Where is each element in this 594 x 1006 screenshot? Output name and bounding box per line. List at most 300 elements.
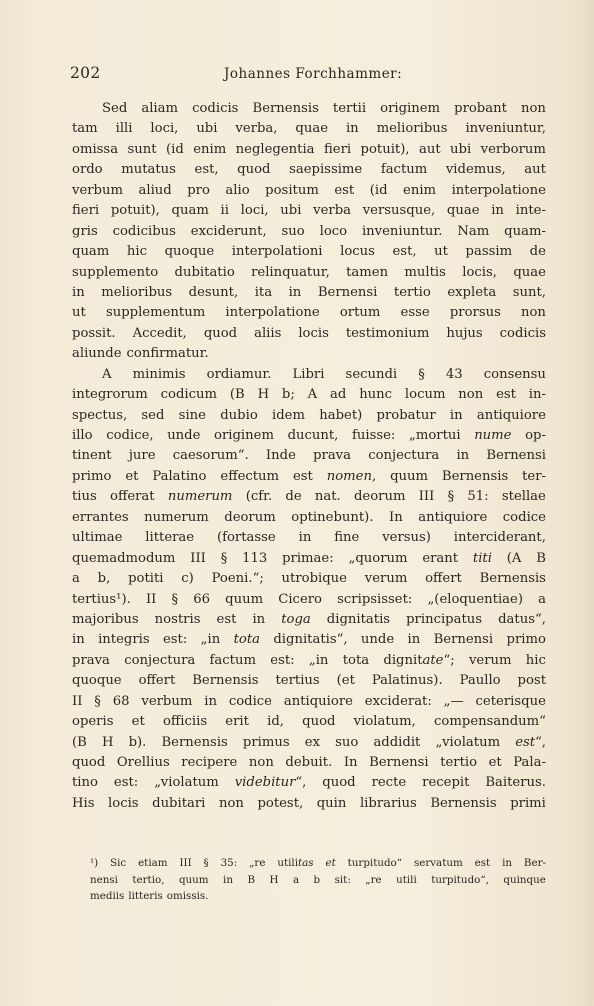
- word: Bernensis: [479, 571, 546, 587]
- word: quod: [72, 755, 106, 770]
- word: hujus: [446, 325, 483, 341]
- word: II: [145, 591, 157, 607]
- text-line: [72, 712, 546, 732]
- word: interciderant,: [453, 530, 546, 546]
- word: codicis: [192, 101, 239, 116]
- text-line: [72, 242, 546, 262]
- word: idem: [272, 407, 305, 423]
- word: quoque: [72, 673, 122, 689]
- word: Sed: [102, 101, 128, 116]
- word: omissa: [72, 141, 119, 157]
- word: H: [101, 734, 114, 750]
- word: locus: [340, 244, 375, 260]
- word: aliud: [138, 182, 172, 198]
- word: potuit),: [110, 203, 160, 219]
- word: tamen: [346, 264, 389, 280]
- word: in: [72, 632, 85, 648]
- word: Paullo: [459, 673, 501, 689]
- word: tertio: [393, 284, 431, 300]
- word: codice: [502, 509, 546, 525]
- word: interpolatione: [225, 305, 320, 321]
- word: est: [216, 611, 237, 627]
- word: Orellius: [116, 755, 170, 770]
- word: gris: [72, 223, 98, 239]
- word: 66: [193, 591, 211, 607]
- word: principatus: [406, 611, 483, 627]
- word: et: [125, 468, 139, 484]
- word: quemadmodum: [72, 550, 176, 566]
- word: aut: [524, 162, 546, 178]
- text-line: [72, 671, 546, 691]
- word: factum: [380, 162, 428, 178]
- word: primo: [506, 632, 546, 648]
- word: ita: [254, 284, 273, 300]
- word: nume: [474, 428, 512, 443]
- text-line: [72, 508, 546, 528]
- word: B: [247, 873, 256, 886]
- word: videbitur“,: [234, 775, 307, 791]
- word: conjectura: [124, 652, 196, 668]
- word: fieri: [72, 203, 100, 219]
- word: ubi: [450, 141, 472, 157]
- word: inte-: [515, 203, 546, 219]
- word: locis,: [462, 264, 497, 280]
- word: expleta: [447, 284, 497, 300]
- word: est:: [113, 775, 139, 791]
- word: III: [190, 550, 206, 566]
- word: quin: [316, 795, 347, 811]
- text-line: [72, 201, 546, 221]
- word: datus“,: [498, 611, 546, 627]
- word: et: [131, 714, 145, 730]
- text-line: [72, 549, 546, 569]
- word: majoribus: [72, 611, 139, 627]
- word: etiam: [138, 857, 168, 869]
- word: Palatino: [152, 468, 207, 484]
- word: locum: [404, 387, 446, 403]
- word: antiquiore: [283, 693, 353, 709]
- word: 43: [445, 366, 463, 382]
- word: b,: [97, 571, 111, 587]
- word: ducunt,: [287, 428, 339, 443]
- word: ceterisque: [475, 693, 546, 709]
- word: B: [536, 550, 546, 566]
- text-line: [72, 794, 546, 814]
- word: melioribus: [101, 284, 173, 300]
- word: quoque: [164, 244, 215, 260]
- word: enim: [193, 141, 227, 157]
- text-line: [72, 324, 546, 344]
- word: integris: [98, 632, 150, 648]
- word: §: [220, 550, 228, 566]
- word: probatur: [376, 407, 436, 423]
- text-line: [72, 365, 546, 385]
- word: tam: [72, 121, 98, 137]
- word: Inde: [265, 448, 296, 464]
- word: dubio: [220, 407, 258, 423]
- word: librarius: [359, 795, 417, 811]
- text-line: [72, 692, 546, 712]
- word: „in: [200, 632, 221, 648]
- word: hic: [126, 244, 147, 260]
- word: potiti: [128, 571, 164, 587]
- word: dubitari: [152, 795, 206, 811]
- text-line: [72, 263, 546, 283]
- word: tinent: [72, 448, 112, 464]
- word: nensi: [90, 873, 118, 886]
- word: prorsus: [449, 305, 501, 321]
- word: „in: [308, 652, 329, 668]
- word: Sic: [110, 857, 127, 869]
- word: verum: [364, 571, 408, 587]
- word: est:: [270, 652, 295, 668]
- word: A: [102, 366, 112, 382]
- word: „(eloquentiae): [427, 591, 523, 607]
- word: probant: [454, 101, 507, 116]
- text-line: [72, 181, 546, 201]
- word: quod: [237, 162, 271, 178]
- word: b;: [281, 387, 295, 403]
- word: in-: [528, 387, 546, 403]
- word: in: [407, 632, 421, 648]
- word: (B: [72, 734, 87, 750]
- word: quum: [390, 468, 428, 484]
- word: in: [252, 611, 266, 627]
- word: et: [325, 857, 336, 869]
- word: ¹): [90, 857, 99, 869]
- word: omissis.: [166, 890, 209, 902]
- word: utilitas: [277, 857, 314, 869]
- word: Bernensi: [369, 755, 429, 770]
- word: (cfr.: [245, 489, 273, 505]
- word: nomen,: [326, 468, 377, 484]
- text-line: [72, 569, 546, 589]
- text-line: [72, 283, 546, 303]
- footnotes: [72, 855, 546, 905]
- word: b: [313, 873, 321, 886]
- word: in: [288, 284, 302, 300]
- word: id,: [267, 714, 284, 730]
- word: confirmatur.: [126, 346, 209, 362]
- text-line: [72, 773, 546, 793]
- word: codicum: [160, 387, 218, 403]
- word: esse: [400, 305, 430, 321]
- word: in: [449, 407, 463, 423]
- word: III: [179, 857, 192, 869]
- word: in: [491, 203, 504, 219]
- word: mutatus: [121, 162, 176, 178]
- word: est:: [162, 632, 188, 648]
- word: (et: [336, 673, 355, 689]
- footnote-line: [72, 872, 546, 889]
- word: litteris: [128, 890, 163, 902]
- word: locis: [108, 795, 139, 811]
- word: deorum: [353, 489, 406, 505]
- word: errantes: [72, 509, 129, 525]
- word: suo: [281, 223, 305, 239]
- word: codice,: [106, 428, 154, 443]
- word: locis: [298, 325, 329, 341]
- word: post: [517, 673, 546, 689]
- word: ultimae: [72, 530, 123, 546]
- text-line: [72, 610, 546, 630]
- word: offert: [425, 571, 462, 587]
- word: ortum: [339, 305, 381, 321]
- word: sit:: [334, 873, 351, 886]
- word: est,: [194, 162, 219, 178]
- word: dignitatis“,: [273, 632, 348, 648]
- word: quae: [446, 203, 480, 219]
- word: primae:: [282, 550, 334, 566]
- word: Bernensi: [433, 632, 494, 648]
- word: prava: [313, 448, 351, 464]
- word: loco: [319, 223, 348, 239]
- word: Cicero: [278, 591, 322, 607]
- word: quod: [203, 325, 238, 341]
- word: 51:: [467, 489, 489, 505]
- word: quod: [302, 714, 336, 730]
- word: H: [269, 873, 279, 886]
- word: suo: [335, 734, 359, 750]
- word: ubi: [280, 203, 302, 219]
- word: tertio,: [132, 873, 165, 886]
- word: interpolationi: [231, 244, 323, 260]
- word: Libri: [292, 366, 325, 382]
- word: in: [456, 448, 470, 464]
- word: videmus,: [445, 162, 506, 178]
- word: de: [285, 489, 302, 505]
- word: testimonium: [345, 325, 430, 341]
- text-line: [72, 651, 546, 671]
- word: caesorum“.: [172, 448, 249, 464]
- word: §: [94, 693, 101, 709]
- word: utili: [396, 873, 417, 886]
- word: stellae: [501, 489, 546, 505]
- word: quam: [72, 244, 110, 260]
- word: inveniuntur,: [465, 121, 546, 137]
- word: aliam: [141, 101, 179, 116]
- word: 68: [112, 693, 130, 709]
- word: fuisse:: [352, 428, 396, 443]
- text-line: [72, 160, 546, 180]
- word: originem: [380, 101, 441, 116]
- text-line: [72, 140, 546, 160]
- word: exciderunt,: [190, 223, 267, 239]
- word: Accedit,: [132, 325, 187, 341]
- word: In: [343, 755, 358, 770]
- word: quae: [295, 121, 329, 137]
- word: §: [447, 489, 455, 505]
- text-line: [72, 630, 546, 650]
- word: originem: [214, 428, 274, 443]
- word: Poeni.“;: [211, 571, 264, 587]
- word: recte: [371, 775, 407, 791]
- word: unde: [167, 428, 201, 443]
- word: verbum: [141, 693, 193, 709]
- word: Bernensis: [441, 468, 509, 484]
- word: recipere: [181, 755, 238, 770]
- text-line: [72, 222, 546, 242]
- word: potest,: [257, 795, 304, 811]
- word: erant: [422, 550, 459, 566]
- text-line: [72, 446, 546, 466]
- word: loci,: [240, 203, 269, 219]
- word: codice: [228, 693, 272, 709]
- word: „quorum: [348, 550, 408, 566]
- word: illi: [115, 121, 133, 137]
- word: spectus,: [72, 407, 128, 423]
- word: est“,: [515, 734, 546, 750]
- word: exciderat:: [364, 693, 432, 709]
- word: est: [496, 387, 516, 403]
- word: prava: [72, 652, 110, 668]
- word: verba: [313, 203, 352, 219]
- word: antiquiore: [476, 407, 546, 423]
- word: dignitatis: [326, 611, 391, 627]
- word: in: [72, 284, 85, 300]
- footnote-line: [72, 888, 546, 905]
- word: quam-: [504, 223, 546, 239]
- word: §: [203, 857, 209, 869]
- word: offert: [138, 673, 176, 689]
- text-line: [72, 733, 546, 753]
- word: est: [474, 857, 491, 869]
- word: fieri: [323, 141, 352, 157]
- text-line: [72, 753, 546, 773]
- word: conjectura: [368, 448, 440, 464]
- word: Pala-: [513, 755, 546, 770]
- word: verum: [468, 652, 512, 668]
- word: multis: [404, 264, 446, 280]
- word: tota: [342, 652, 370, 668]
- word: offerat: [110, 489, 155, 505]
- word: versusque,: [362, 203, 436, 219]
- word: Bernensi: [486, 448, 546, 464]
- word: inveniuntur.: [361, 223, 443, 239]
- word: officiis: [162, 714, 208, 730]
- word: ex: [304, 734, 321, 750]
- word: tertius¹).: [72, 591, 131, 607]
- word: alio: [225, 182, 250, 198]
- word: a: [292, 873, 300, 886]
- text-line: [72, 119, 546, 139]
- word: operis: [72, 714, 114, 730]
- word: servatum: [413, 857, 463, 869]
- word: II: [72, 693, 83, 709]
- word: tota: [233, 632, 260, 648]
- word: effectum: [220, 468, 280, 484]
- word: sunt: [127, 141, 157, 157]
- word: loci,: [150, 121, 179, 137]
- word: desunt,: [188, 284, 239, 300]
- word: primi: [510, 795, 546, 811]
- word: (id: [369, 182, 388, 198]
- word: secundi: [345, 366, 398, 382]
- word: dignitate“;: [383, 652, 455, 668]
- word: jure: [128, 448, 156, 464]
- word: §: [418, 366, 425, 382]
- word: sed: [141, 407, 165, 423]
- word: in: [298, 530, 312, 546]
- word: „re: [365, 873, 382, 886]
- word: codicibus: [112, 223, 176, 239]
- word: c): [181, 571, 194, 587]
- word: unde: [360, 632, 395, 648]
- word: ad: [330, 387, 347, 403]
- word: quae: [513, 264, 546, 280]
- word: aliis: [254, 325, 282, 341]
- word: erit: [225, 714, 249, 730]
- word: nat.: [314, 489, 341, 505]
- word: positum: [265, 182, 319, 198]
- word: non: [248, 755, 274, 770]
- word: Nam: [457, 223, 490, 239]
- word: (B: [229, 387, 245, 403]
- word: tertius: [275, 673, 320, 689]
- word: factum: [209, 652, 256, 668]
- text-line: [72, 344, 546, 364]
- word: ter-: [522, 468, 546, 484]
- word: addidit: [373, 734, 421, 750]
- word: quum: [178, 873, 209, 886]
- word: minimis: [132, 366, 186, 382]
- word: passim: [465, 244, 513, 260]
- word: est,: [392, 244, 417, 260]
- text-line: [72, 590, 546, 610]
- word: III: [418, 489, 435, 505]
- word: interpolatione: [451, 182, 546, 198]
- word: ubi: [196, 121, 218, 137]
- word: versus): [382, 530, 431, 546]
- word: potuit),: [360, 141, 410, 157]
- word: enim: [403, 182, 437, 198]
- word: est: [334, 182, 355, 198]
- word: ut: [434, 244, 448, 260]
- word: mediis: [90, 890, 125, 902]
- word: 113: [242, 550, 268, 566]
- word: debuit.: [285, 755, 333, 770]
- word: §: [171, 591, 179, 607]
- word: in: [204, 693, 217, 709]
- word: In: [389, 509, 403, 525]
- word: quum: [225, 591, 264, 607]
- text-line: [72, 385, 546, 405]
- word: Bernensis: [161, 734, 228, 750]
- text-line: [72, 467, 546, 487]
- word: fine: [334, 530, 360, 546]
- word: sunt,: [512, 284, 546, 300]
- word: possit.: [72, 325, 116, 341]
- word: Bernensis: [252, 101, 319, 116]
- word: hic: [525, 652, 546, 668]
- word: Bernensis: [430, 795, 497, 811]
- word: habet): [319, 407, 363, 423]
- word: in: [345, 121, 359, 137]
- text-line: [72, 426, 546, 446]
- word: pro: [187, 182, 210, 198]
- word: aliunde: [72, 346, 122, 362]
- word: est: [292, 468, 313, 484]
- word: tino: [72, 775, 98, 791]
- running-head: Johannes Forchhammer:: [224, 66, 403, 82]
- word: ut: [72, 305, 86, 321]
- word: „re: [249, 857, 266, 869]
- word: verbum: [72, 182, 123, 198]
- word: ii: [220, 203, 229, 219]
- word: aut: [418, 141, 441, 157]
- word: His: [72, 795, 95, 811]
- word: in: [502, 857, 513, 869]
